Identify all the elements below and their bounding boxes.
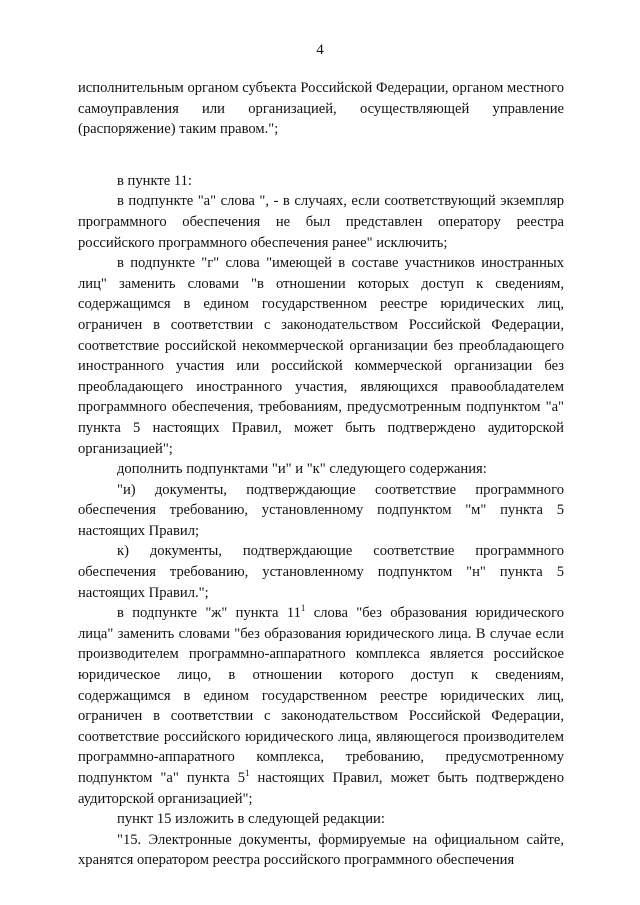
paragraph-subpoint-k: к) документы, подтверждающие соответствие программного обеспечения требованию, установленному подпунктом "н" пункта 5 настоящих Правил."; [78,543,564,601]
paragraph-subpoint-g: в подпункте "г" слова "имеющей в составе участников иностранных лиц" заменить словами "в отношении которых доступ к сведениям, содержащимся в едином государственном реестре юридических лиц, ограничен в соответствии с законодательством Российской Федерации, соответствие российской некоммерческой организации без преобладающего иностранного участия или российской коммерческой организации без преобладающего иностранного участия, являющихся правообладателем программного обеспечения, требованиям, предусмотренным подпунктом "а" пункта 5 настоящих Правил, может быть подтверждено аудиторской организацией"; [78,255,564,457]
subpoint-zh-text-end: настоящих Правил, может быть подтверждено аудиторской организацией"; [78,770,564,807]
paragraph-point-15-text: "15. Электронные документы, формируемые на официальном сайте, хранятся оператором реестра российского программного обеспечения [78,831,564,869]
superscript-index: 1 [245,768,250,778]
page-number: 4 [316,42,324,58]
paragraph-add-subpoints: дополнить подпунктами "и" и "к" следующего содержания: [117,461,487,478]
paragraph-subpoint-i: "и) документы, подтверждающие соответствие программного обеспечения требованию, установленному подпунктом "м" пункта 5 настоящих Правил; [78,481,564,539]
paragraph-spacer [78,140,564,171]
paragraph-continuation: исполнительным органом субъекта Российской Федерации, органом местного самоуправления или организацией, осуществляющей управление (распоряжение) таким правом."; [78,80,564,138]
subpoint-zh-text-start: в подпункте "ж" пункта 11 [117,605,301,622]
document-body [78,78,564,871]
superscript-index: 1 [300,603,306,614]
paragraph-subpoint-a: в подпункте "а" слова ", - в случаях, если соответствующий экземпляр программного обеспечения не был представлен оператору реестра российского программного обеспечения ранее" исключить; [78,193,564,251]
subpoint-zh-text-middle: слова "без образования юридического лица" заменить словами "без образования юридического лица. В случае если производителем программно-аппаратного комплекса является российское юридическое лицо, в отношении которого доступ к сведениям, содержащимся в едином государственном реестре юридических лиц, ограничен в соответствии с законодательством Российской Федерации, соответствие российского юридического лица, являющегося производителем программно-аппаратного комплекса, требованию, предусмотренному подпунктом "а" пункта 5 [78,605,564,786]
paragraph-point-11: в пункте 11: [117,172,192,189]
paragraph-subpoint-zh [78,603,564,809]
paragraph-point-15: пункт 15 изложить в следующей редакции: [117,811,385,828]
